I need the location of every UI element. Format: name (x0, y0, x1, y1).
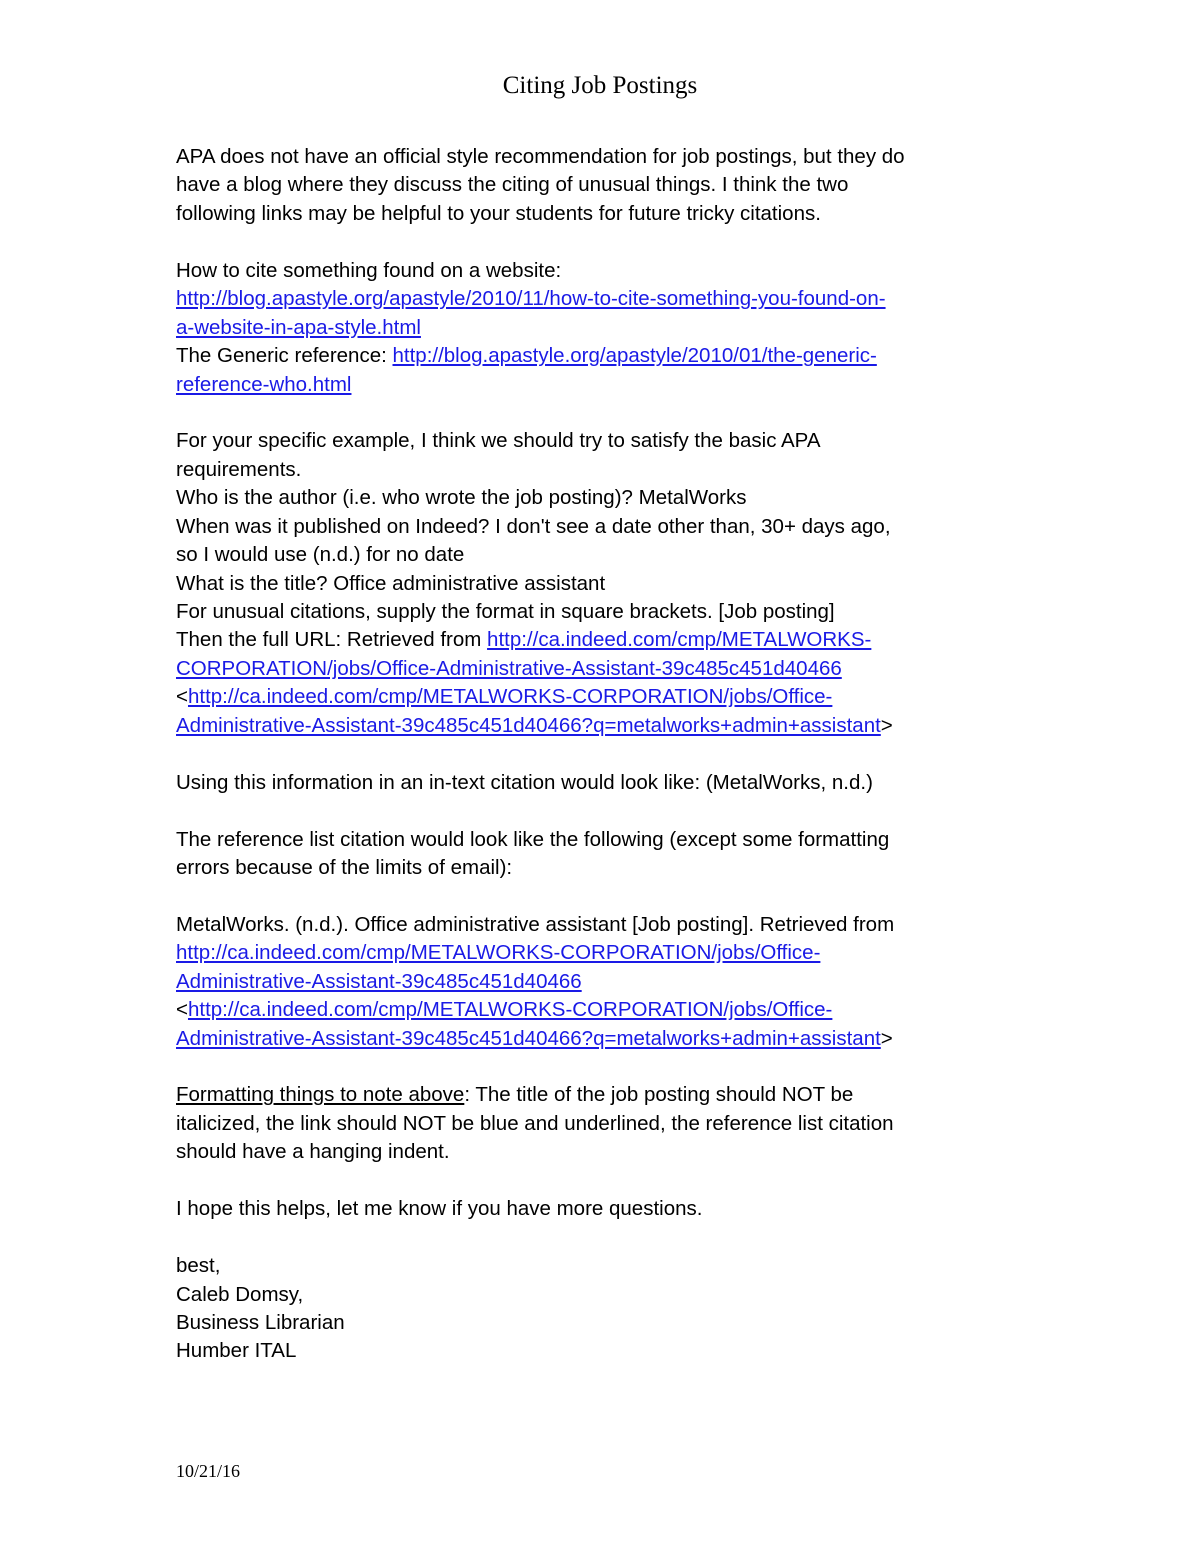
full-url-line (176, 655, 1036, 683)
spacer (176, 1224, 1036, 1252)
reference-url-line (176, 996, 1036, 1024)
formatting-notes-line: italicized, the link should NOT be blue and underlined, the reference list citation (176, 1111, 894, 1135)
reference-url-line (176, 968, 1036, 996)
title-question: What is the title? Office administrative assistant (176, 571, 606, 595)
signature-org: Humber ITAL (176, 1339, 297, 1363)
document-body (176, 143, 1036, 1366)
job-posting-query-link[interactable]: http://ca.indeed.com/cmp/METALWORKS-CORPORATION/jobs/Office- (187, 685, 833, 709)
website-citation-link[interactable]: http://blog.apastyle.org/apastyle/2010/11/how-to-cite-something-you-found-on- (176, 287, 886, 311)
signature-name: Caleb Domsy, (176, 1282, 304, 1306)
generic-reference-line (176, 342, 1036, 370)
generic-reference-line (176, 371, 1036, 399)
reference-query-link-cont[interactable]: Administrative-Assistant-39c485c451d40466?q=metalworks+admin+assistant (176, 1026, 881, 1050)
angle-open: < (176, 685, 188, 709)
angle-close: > (880, 1026, 893, 1050)
date-answer: so I would use (n.d.) for no date (176, 543, 465, 567)
reference-intro: The reference list citation would look like the following (except some formatting (176, 827, 890, 851)
format-note: For unusual citations, supply the format in square brackets. [Job posting] (176, 600, 835, 623)
spacer (176, 740, 1036, 768)
reference-query-link[interactable]: http://ca.indeed.com/cmp/METALWORKS-CORPORATION/jobs/Office- (187, 998, 833, 1022)
full-url-label: Then the full URL: Retrieved from (176, 628, 488, 652)
website-label: How to cite something found on a website: (176, 258, 562, 282)
in-text-citation: Using this information in an in-text citation would look like: (MetalWorks, n.d.) (176, 770, 873, 794)
job-posting-link[interactable]: http://ca.indeed.com/cmp/METALWORKS- (487, 628, 872, 652)
spacer (176, 797, 1036, 825)
angle-open: < (176, 998, 188, 1022)
website-citation-link-cont[interactable]: a-website-in-apa-style.html (176, 315, 421, 339)
job-posting-link-cont[interactable]: CORPORATION/jobs/Office-Administrative-Assistant-39c485c451d40466 (176, 656, 842, 680)
reference-link-cont[interactable]: Administrative-Assistant-39c485c451d40466 (176, 969, 582, 993)
reference-link[interactable]: http://ca.indeed.com/cmp/METALWORKS-CORPORATION/jobs/Office- (176, 941, 821, 965)
spacer (176, 399, 1036, 427)
full-url-line (176, 683, 1036, 711)
spacer (176, 882, 1036, 910)
intro-line: following links may be helpful to your students for future tricky citations. (176, 201, 821, 225)
signature-role: Business Librarian (176, 1310, 345, 1334)
intro-line: APA does not have an official style recommendation for job postings, but they do (176, 145, 905, 168)
example-line: For your specific example, I think we should try to satisfy the basic APA (176, 429, 821, 453)
footer-date: 10/21/16 (176, 1461, 241, 1481)
spacer (176, 228, 1036, 256)
generic-label: The Generic reference: (176, 344, 393, 368)
reference-intro: errors because of the limits of email): (176, 855, 513, 879)
closing-line: I hope this helps, let me know if you have more questions. (176, 1197, 703, 1221)
angle-close: > (880, 713, 893, 737)
date-question: When was it published on Indeed? I don't see a date other than, 30+ days ago, (176, 514, 891, 538)
website-link-line (176, 285, 1036, 313)
reference-url-line (176, 939, 1036, 967)
intro-line: have a blog where they discuss the citing of unusual things. I think the two (176, 173, 849, 197)
formatting-notes-heading: Formatting things to note above (176, 1083, 465, 1107)
full-url-line (176, 626, 1036, 654)
formatting-notes-text: : The title of the job posting should NOT be (464, 1083, 854, 1107)
website-link-line (176, 314, 1036, 342)
reference-url-line (176, 1025, 1036, 1053)
full-url-line (176, 712, 1036, 740)
example-line: requirements. (176, 457, 302, 481)
page-title: Citing Job Postings (502, 72, 698, 99)
spacer (176, 1053, 1036, 1081)
formatting-notes-line (176, 1081, 1036, 1109)
formatting-notes-line: should have a hanging indent. (176, 1140, 450, 1164)
author-question: Who is the author (i.e. who wrote the job posting)? MetalWorks (176, 486, 747, 510)
reference-citation: MetalWorks. (n.d.). Office administrative assistant [Job posting]. Retrieved from (176, 912, 895, 936)
generic-reference-link-cont[interactable]: reference-who.html (176, 372, 352, 396)
generic-reference-link[interactable]: http://blog.apastyle.org/apastyle/2010/01/the-generic- (392, 344, 877, 368)
job-posting-query-link-cont[interactable]: Administrative-Assistant-39c485c451d40466?q=metalworks+admin+assistant (176, 713, 881, 737)
signoff: best, (176, 1254, 221, 1278)
spacer (176, 1167, 1036, 1195)
